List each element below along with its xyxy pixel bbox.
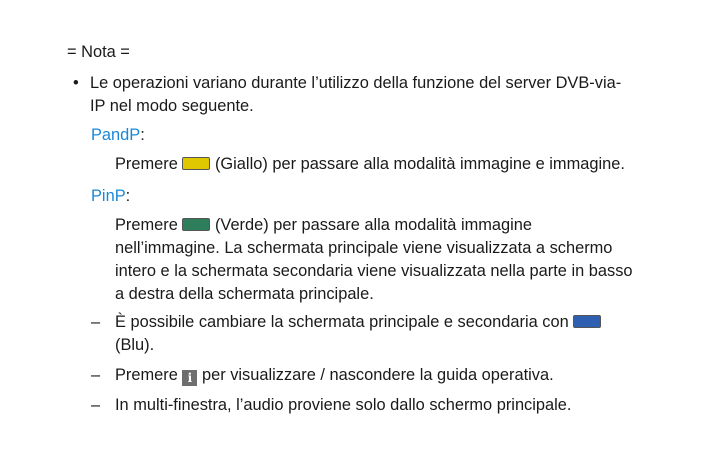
- pinp-description: [115, 214, 660, 306]
- dash-item-1-line-1-text: È possibile cambiare la schermata principale e secondaria con: [115, 313, 574, 331]
- pandp-desc-before: Premere: [115, 155, 183, 173]
- blue-button-icon: [573, 315, 601, 328]
- pinp-desc-line-1: [115, 214, 660, 237]
- pinp-desc-after: (Verde) per passare alla modalità immagine: [210, 216, 532, 234]
- term-pinp: [91, 185, 130, 208]
- pinp-desc-line-4: a destra della schermata principale.: [115, 285, 374, 303]
- dash-item-2-text: [115, 364, 645, 387]
- dash-symbol: –: [91, 366, 101, 384]
- dash-item-2-before: Premere: [115, 366, 183, 384]
- info-icon: i: [182, 370, 197, 386]
- bullet-dot: •: [73, 74, 79, 92]
- pandp-desc-after: (Giallo) per passare alla modalità immagine e immagine.: [210, 155, 625, 173]
- pinp-desc-before: Premere: [115, 216, 183, 234]
- bullet-text: [90, 72, 670, 118]
- pinp-desc-line-2: nell’immagine. La schermata principale viene visualizzata a schermo: [115, 239, 613, 257]
- term-pandp-colon: :: [140, 126, 145, 144]
- term-pinp-name: PinP: [91, 187, 126, 205]
- dash-symbol: –: [91, 313, 101, 331]
- green-button-icon: [182, 218, 210, 231]
- dash-item-1-text: [115, 311, 645, 357]
- bullet-text-line-2: IP nel modo seguente.: [90, 97, 254, 115]
- term-pinp-colon: :: [125, 187, 131, 205]
- dash-item-3-text: In multi-finestra, l’audio proviene solo dallo schermo principale.: [115, 396, 572, 414]
- term-pandp: [91, 124, 145, 147]
- dash-item-1-line-2: (Blu).: [115, 336, 155, 354]
- dash-symbol: –: [91, 396, 101, 414]
- dash-item-2-after: per visualizzare / nascondere la guida operativa.: [197, 366, 554, 384]
- note-title: = Nota =: [67, 43, 130, 61]
- term-pandp-name: PandP: [91, 126, 141, 144]
- yellow-button-icon: [182, 157, 210, 170]
- bullet-text-line-1: Le operazioni variano durante l’utilizzo della funzione del server DVB-via-: [90, 74, 622, 92]
- pandp-description: [115, 153, 660, 176]
- pinp-desc-line-3: intero e la schermata secondaria viene visualizzata nella parte in basso: [115, 262, 633, 280]
- dash-item-1-line-1: [115, 311, 645, 334]
